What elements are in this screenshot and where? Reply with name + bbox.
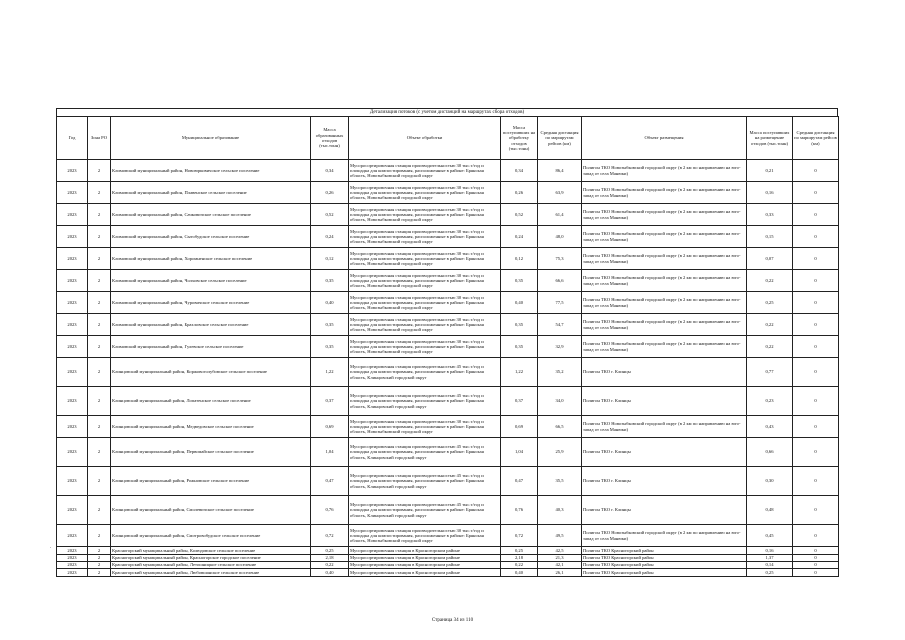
- table-row: [57, 336, 839, 358]
- cell-processed-mass: 0,47: [501, 467, 538, 496]
- cell-generated-mass: 0,22: [311, 562, 349, 569]
- cell-disposal-object: Полигон ТКО Новозыбковский городской округ (в 2 км по направлению на юго-запад от села Манюки): [582, 248, 747, 270]
- cell-disposal-object: Полигон ТКО Новозыбковский городской округ (в 2 км по направлению на юго-запад от села Манюки): [582, 525, 747, 547]
- cell-processed-mass: 1,04: [501, 438, 538, 467]
- table-row: [57, 314, 839, 336]
- table-row: [57, 547, 839, 555]
- cell-processing-object: Мусоросортировочная станция производительностью 30 тыс.т/год и площадка для компостирования, расположенные в районе: Брянская область, Новозыбковский городской округ: [349, 160, 501, 182]
- cell-processing-distance: 42,5: [538, 547, 582, 555]
- table-row: [57, 204, 839, 226]
- cell-processing-object: Мусоросортировочная станция производительностью 45 тыс.т/год и площадка для компостирования, расположенные в районе: Брянская область, Клинцовский городской округ: [349, 438, 501, 467]
- cell-municipality: Климовский муниципальный район, Плавенское сельское поселение: [111, 182, 311, 204]
- cell-processing-object: Мусоросортировочная станция в Красногорском районе: [349, 562, 501, 569]
- cell-processing-distance: 42,1: [538, 562, 582, 569]
- cell-processed-mass: 0,24: [501, 226, 538, 248]
- cell-year: 2023: [57, 226, 88, 248]
- cell-processing-distance: 49,5: [538, 525, 582, 547]
- cell-zone: 2: [88, 204, 111, 226]
- cell-zone: 2: [88, 292, 111, 314]
- cell-year: 2023: [57, 204, 88, 226]
- table-row: [57, 569, 839, 577]
- table-row: [57, 248, 839, 270]
- cell-generated-mass: 0,35: [311, 270, 349, 292]
- cell-municipality: Климовский муниципальный район, Хоромненское сельское поселение: [111, 248, 311, 270]
- cell-year: 2023: [57, 270, 88, 292]
- cell-processing-distance: 75,3: [538, 248, 582, 270]
- cell-municipality: Клинцовский муниципальный район, Медведовское сельское поселение: [111, 416, 311, 438]
- cell-municipality: Климовский муниципальный район, Чуровичское сельское поселение: [111, 292, 311, 314]
- cell-disposal-distance: 0: [793, 160, 839, 182]
- cell-generated-mass: 1,04: [311, 438, 349, 467]
- table-row: [57, 496, 839, 525]
- cell-disposal-mass: 0,22: [747, 270, 793, 292]
- cell-processing-object: Мусоросортировочная станция производительностью 30 тыс.т/год и площадка для компостирования, расположенные в районе: Брянская область, Новозыбковский городской округ: [349, 270, 501, 292]
- cell-processed-mass: 0,40: [501, 569, 538, 577]
- cell-zone: 2: [88, 496, 111, 525]
- cell-disposal-mass: 0,16: [747, 547, 793, 555]
- cell-zone: 2: [88, 387, 111, 416]
- cell-year: 2023: [57, 358, 88, 387]
- cell-disposal-object: Полигон ТКО г. Клинцы: [582, 496, 747, 525]
- table-row: [57, 387, 839, 416]
- cell-processing-distance: 32,9: [538, 336, 582, 358]
- table-row: [57, 358, 839, 387]
- cell-year: 2023: [57, 182, 88, 204]
- cell-processed-mass: 0,69: [501, 416, 538, 438]
- cell-disposal-object: Полигон ТКО г. Клинцы: [582, 387, 747, 416]
- cell-processing-object: Мусоросортировочная станция производительностью 30 тыс.т/год и площадка для компостирования, расположенные в районе: Брянская область, Новозыбковский городской округ: [349, 248, 501, 270]
- table-row: [57, 438, 839, 467]
- cell-zone: 2: [88, 525, 111, 547]
- cell-municipality: Клинцовский муниципальный район, Лопатенское сельское поселение: [111, 387, 311, 416]
- table-row: [57, 270, 839, 292]
- cell-processing-distance: 77,5: [538, 292, 582, 314]
- header-processed-mass: Масса поступивших на обработку отходов (тыс.тонн): [501, 117, 538, 160]
- cell-processing-distance: 40,3: [538, 496, 582, 525]
- cell-generated-mass: 0,34: [311, 160, 349, 182]
- cell-generated-mass: 1,22: [311, 358, 349, 387]
- cell-disposal-mass: 0,77: [747, 358, 793, 387]
- cell-zone: 2: [88, 547, 111, 555]
- table-row: [57, 555, 839, 562]
- cell-generated-mass: 0,12: [311, 248, 349, 270]
- cell-disposal-mass: 0,23: [747, 387, 793, 416]
- cell-municipality: Клинцовский муниципальный район, Первомайское сельское поселение: [111, 438, 311, 467]
- cell-disposal-mass: 0,43: [747, 416, 793, 438]
- cell-zone: 2: [88, 248, 111, 270]
- cell-disposal-mass: 0,25: [747, 292, 793, 314]
- cell-municipality: Красногорский муниципальный район, Любовшанское сельское поселение: [111, 569, 311, 577]
- cell-municipality: Клинцовский муниципальный район, Коржовоголубовское сельское поселение: [111, 358, 311, 387]
- cell-disposal-distance: 0: [793, 292, 839, 314]
- cell-disposal-mass: 0,22: [747, 336, 793, 358]
- cell-disposal-object: Полигон ТКО Красногорский район: [582, 569, 747, 577]
- cell-zone: 2: [88, 160, 111, 182]
- cell-year: 2023: [57, 555, 88, 562]
- cell-processing-distance: 21,3: [538, 555, 582, 562]
- cell-year: 2023: [57, 562, 88, 569]
- cell-processing-object: Мусоросортировочная станция производительностью 30 тыс.т/год и площадка для компостирования, расположенные в районе: Брянская область, Новозыбковский городской округ: [349, 314, 501, 336]
- cell-municipality: Климовский муниципальный район, Сачковичское сельское поселение: [111, 204, 311, 226]
- cell-zone: 2: [88, 416, 111, 438]
- cell-zone: 2: [88, 182, 111, 204]
- flow-detail-sheet: [56, 108, 838, 577]
- cell-processed-mass: 0,34: [501, 160, 538, 182]
- cell-generated-mass: 0,69: [311, 416, 349, 438]
- cell-disposal-object: Полигон ТКО Новозыбковский городской округ (в 2 км по направлению на юго-запад от села Манюки): [582, 314, 747, 336]
- cell-processed-mass: 0,76: [501, 496, 538, 525]
- table-row: [57, 562, 839, 569]
- cell-municipality: Клинцовский муниципальный район, Смотровобудское сельское поселение: [111, 525, 311, 547]
- cell-disposal-distance: 0: [793, 496, 839, 525]
- cell-disposal-distance: 0: [793, 467, 839, 496]
- cell-generated-mass: 0,76: [311, 496, 349, 525]
- cell-disposal-mass: 0,22: [747, 314, 793, 336]
- cell-disposal-mass: 0,15: [747, 226, 793, 248]
- cell-processing-object: Мусоросортировочная станция в Красногорском районе: [349, 547, 501, 555]
- cell-disposal-distance: 0: [793, 525, 839, 547]
- cell-zone: 2: [88, 438, 111, 467]
- cell-processed-mass: 0,35: [501, 336, 538, 358]
- table-row: [57, 226, 839, 248]
- cell-disposal-mass: 0,30: [747, 467, 793, 496]
- header-processing-distance: Средняя дистанция по маршрутам рейсов (км): [538, 117, 582, 160]
- cell-generated-mass: 0,26: [311, 182, 349, 204]
- margin-dot: .: [50, 545, 52, 550]
- cell-municipality: Климовский муниципальный район, Гулевское сельское поселение: [111, 336, 311, 358]
- cell-municipality: Клинцовский муниципальный район, Рожновское сельское поселение: [111, 467, 311, 496]
- page-number: Страница 34 из 110: [431, 618, 474, 623]
- header-processing-object: Объект обработки: [349, 117, 501, 160]
- cell-processing-distance: 63,9: [538, 182, 582, 204]
- cell-processing-distance: 25,9: [538, 438, 582, 467]
- cell-processed-mass: 0,35: [501, 270, 538, 292]
- header-year: Год: [57, 117, 88, 160]
- header-disposal-mass: Масса поступивших на размещение отходов (тыс.тонн): [747, 117, 793, 160]
- cell-processed-mass: 0,12: [501, 248, 538, 270]
- cell-processing-object: Мусоросортировочная станция в Красногорском районе: [349, 555, 501, 562]
- cell-processed-mass: 1,22: [501, 358, 538, 387]
- cell-zone: 2: [88, 358, 111, 387]
- cell-processing-object: Мусоросортировочная станция производительностью 30 тыс.т/год и площадка для компостирования, расположенные в районе: Брянская область, Новозыбковский городской округ: [349, 525, 501, 547]
- cell-processed-mass: 0,26: [501, 182, 538, 204]
- cell-generated-mass: 0,35: [311, 314, 349, 336]
- header-generated-mass: Масса образованных отходов (тыс.тонн): [311, 117, 349, 160]
- cell-disposal-mass: 0,21: [747, 160, 793, 182]
- cell-disposal-mass: 0,66: [747, 438, 793, 467]
- cell-disposal-object: Полигон ТКО Новозыбковский городской округ (в 2 км по направлению на юго-запад от села Манюки): [582, 270, 747, 292]
- cell-disposal-distance: 0: [793, 562, 839, 569]
- cell-disposal-mass: 0,14: [747, 562, 793, 569]
- cell-zone: 2: [88, 569, 111, 577]
- cell-disposal-object: Полигон ТКО Красногорский район: [582, 562, 747, 569]
- cell-processing-object: Мусоросортировочная станция производительностью 45 тыс.т/год и площадка для компостирования, расположенные в районе: Брянская область, Клинцовский городской округ: [349, 496, 501, 525]
- cell-municipality: Красногорский муниципальный район, Колюдовское сельское поселение: [111, 547, 311, 555]
- cell-processing-object: Мусоросортировочная станция производительностью 30 тыс.т/год и площадка для компостирования, расположенные в районе: Брянская область, Новозыбковский городской округ: [349, 182, 501, 204]
- cell-disposal-object: Полигон ТКО Красногорский район: [582, 555, 747, 562]
- cell-disposal-distance: 0: [793, 314, 839, 336]
- cell-zone: 2: [88, 270, 111, 292]
- cell-disposal-object: Полигон ТКО г. Клинцы: [582, 358, 747, 387]
- cell-processed-mass: 0,40: [501, 292, 538, 314]
- cell-disposal-object: Полигон ТКО Новозыбковский городской округ (в 2 км по направлению на юго-запад от села Манюки): [582, 292, 747, 314]
- cell-processing-distance: 66,6: [538, 270, 582, 292]
- cell-municipality: Клинцовский муниципальный район, Смолевичское сельское поселение: [111, 496, 311, 525]
- cell-generated-mass: 0,25: [311, 547, 349, 555]
- table-row: [57, 416, 839, 438]
- cell-year: 2023: [57, 248, 88, 270]
- cell-disposal-distance: 0: [793, 569, 839, 577]
- cell-disposal-mass: 0,45: [747, 525, 793, 547]
- cell-disposal-distance: 0: [793, 438, 839, 467]
- header-municipality: Муниципальное образование: [111, 117, 311, 160]
- cell-processing-object: Мусоросортировочная станция производительностью 45 тыс.т/год и площадка для компостирования, расположенные в районе: Брянская область, Клинцовский городской округ: [349, 358, 501, 387]
- cell-year: 2023: [57, 467, 88, 496]
- cell-disposal-object: Полигон ТКО Новозыбковский городской округ (в 2 км по направлению на юго-запад от села Манюки): [582, 416, 747, 438]
- cell-disposal-mass: 0,48: [747, 496, 793, 525]
- cell-processed-mass: 0,72: [501, 525, 538, 547]
- cell-processing-distance: 48,0: [538, 226, 582, 248]
- cell-disposal-distance: 0: [793, 182, 839, 204]
- cell-processing-distance: 35,2: [538, 358, 582, 387]
- cell-disposal-mass: 0,25: [747, 569, 793, 577]
- cell-disposal-mass: 1,37: [747, 555, 793, 562]
- cell-processing-distance: 35,5: [538, 467, 582, 496]
- cell-processed-mass: 0,37: [501, 387, 538, 416]
- cell-disposal-object: Полигон ТКО Новозыбковский городской округ (в 2 км по направлению на юго-запад от села Манюки): [582, 160, 747, 182]
- table-row: [57, 182, 839, 204]
- cell-generated-mass: 0,35: [311, 336, 349, 358]
- cell-year: 2023: [57, 416, 88, 438]
- cell-zone: 2: [88, 467, 111, 496]
- table-row: [57, 525, 839, 547]
- table-row: [57, 160, 839, 182]
- cell-year: 2023: [57, 160, 88, 182]
- cell-generated-mass: 0,40: [311, 569, 349, 577]
- cell-disposal-distance: 0: [793, 336, 839, 358]
- cell-year: 2023: [57, 336, 88, 358]
- cell-year: 2023: [57, 438, 88, 467]
- table-row: [57, 292, 839, 314]
- cell-disposal-distance: 0: [793, 270, 839, 292]
- cell-year: 2023: [57, 314, 88, 336]
- cell-processing-object: Мусоросортировочная станция производительностью 30 тыс.т/год и площадка для компостирования, расположенные в районе: Брянская область, Новозыбковский городской округ: [349, 292, 501, 314]
- cell-municipality: Климовский муниципальный район, Брахловское сельское поселение: [111, 314, 311, 336]
- cell-disposal-distance: 0: [793, 547, 839, 555]
- cell-processing-object: Мусоросортировочная станция производительностью 30 тыс.т/год и площадка для компостирования, расположенные в районе: Брянская область, Новозыбковский городской округ: [349, 336, 501, 358]
- cell-processing-distance: 34,0: [538, 387, 582, 416]
- cell-disposal-mass: 0,33: [747, 204, 793, 226]
- table-body: [57, 160, 839, 577]
- cell-generated-mass: 0,52: [311, 204, 349, 226]
- cell-year: 2023: [57, 569, 88, 577]
- cell-processing-object: Мусоросортировочная станция производительностью 30 тыс.т/год и площадка для компостирования, расположенные в районе: Брянская область, Новозыбковский городской округ: [349, 416, 501, 438]
- header-disposal-object: Объект размещения: [582, 117, 747, 160]
- cell-municipality: Климовский муниципальный район, Чолховское сельское поселение: [111, 270, 311, 292]
- cell-processing-distance: 26,1: [538, 569, 582, 577]
- table-caption: Детализация потоков (с учетом дистанций на маршрутах сбора отходов): [56, 108, 838, 116]
- cell-processed-mass: 0,35: [501, 314, 538, 336]
- cell-generated-mass: 0,37: [311, 387, 349, 416]
- cell-generated-mass: 0,40: [311, 292, 349, 314]
- cell-year: 2023: [57, 292, 88, 314]
- cell-zone: 2: [88, 226, 111, 248]
- cell-disposal-distance: 0: [793, 248, 839, 270]
- cell-year: 2023: [57, 547, 88, 555]
- header-zone: Зона РО: [88, 117, 111, 160]
- cell-disposal-object: Полигон ТКО Новозыбковский городской округ (в 2 км по направлению на юго-запад от села Манюки): [582, 204, 747, 226]
- cell-disposal-object: Полигон ТКО Новозыбковский городской округ (в 2 км по направлению на юго-запад от села Манюки): [582, 336, 747, 358]
- cell-processing-object: Мусоросортировочная станция производительностью 30 тыс.т/год и площадка для компостирования, расположенные в районе: Брянская область, Новозыбковский городской округ: [349, 204, 501, 226]
- cell-disposal-object: Полигон ТКО Новозыбковский городской округ (в 2 км по направлению на юго-запад от села Манюки): [582, 226, 747, 248]
- cell-zone: 2: [88, 336, 111, 358]
- cell-processing-object: Мусоросортировочная станция производительностью 45 тыс.т/год и площадка для компостирования, расположенные в районе: Брянская область, Клинцовский городской округ: [349, 467, 501, 496]
- cell-processing-distance: 66,5: [538, 416, 582, 438]
- cell-disposal-object: Полигон ТКО г. Клинцы: [582, 438, 747, 467]
- cell-disposal-distance: 0: [793, 416, 839, 438]
- cell-disposal-distance: 0: [793, 204, 839, 226]
- cell-generated-mass: 0,72: [311, 525, 349, 547]
- cell-processing-distance: 54,7: [538, 314, 582, 336]
- cell-municipality: Красногорский муниципальный район, Летошницкое сельское поселение: [111, 562, 311, 569]
- cell-processed-mass: 0,22: [501, 562, 538, 569]
- cell-municipality: Климовский муниципальный район, Сытобудское сельское поселение: [111, 226, 311, 248]
- cell-disposal-object: Полигон ТКО Новозыбковский городской округ (в 2 км по направлению на юго-запад от села Манюки): [582, 182, 747, 204]
- cell-processing-distance: 86,4: [538, 160, 582, 182]
- cell-disposal-object: Полигон ТКО Красногорский район: [582, 547, 747, 555]
- cell-processing-distance: 61,4: [538, 204, 582, 226]
- cell-disposal-object: Полигон ТКО г. Клинцы: [582, 467, 747, 496]
- cell-generated-mass: 0,24: [311, 226, 349, 248]
- cell-generated-mass: 2,18: [311, 555, 349, 562]
- table-row: [57, 467, 839, 496]
- cell-zone: 2: [88, 555, 111, 562]
- cell-processing-object: Мусоросортировочная станция производительностью 30 тыс.т/год и площадка для компостирования, расположенные в районе: Брянская область, Новозыбковский городской округ: [349, 226, 501, 248]
- flows-table: [56, 116, 839, 577]
- cell-processed-mass: 2,18: [501, 555, 538, 562]
- cell-processed-mass: 0,52: [501, 204, 538, 226]
- header-disposal-distance: Средняя дистанция по маршрутам рейсов (км): [793, 117, 839, 160]
- cell-municipality: Климовский муниципальный район, Новоюрковичское сельское поселение: [111, 160, 311, 182]
- cell-disposal-distance: 0: [793, 387, 839, 416]
- cell-processed-mass: 0,25: [501, 547, 538, 555]
- cell-zone: 2: [88, 314, 111, 336]
- cell-year: 2023: [57, 387, 88, 416]
- cell-municipality: Красногорский муниципальный район, Красногорское городское поселение: [111, 555, 311, 562]
- cell-disposal-distance: 0: [793, 555, 839, 562]
- cell-year: 2023: [57, 525, 88, 547]
- cell-disposal-mass: 0,07: [747, 248, 793, 270]
- cell-generated-mass: 0,47: [311, 467, 349, 496]
- header-row: [57, 117, 839, 160]
- cell-processing-object: Мусоросортировочная станция в Красногорском районе: [349, 569, 501, 577]
- cell-disposal-distance: 0: [793, 226, 839, 248]
- cell-zone: 2: [88, 562, 111, 569]
- cell-year: 2023: [57, 496, 88, 525]
- cell-disposal-mass: 0,16: [747, 182, 793, 204]
- cell-processing-object: Мусоросортировочная станция производительностью 45 тыс.т/год и площадка для компостирования, расположенные в районе: Брянская область, Клинцовский городской округ: [349, 387, 501, 416]
- cell-disposal-distance: 0: [793, 358, 839, 387]
